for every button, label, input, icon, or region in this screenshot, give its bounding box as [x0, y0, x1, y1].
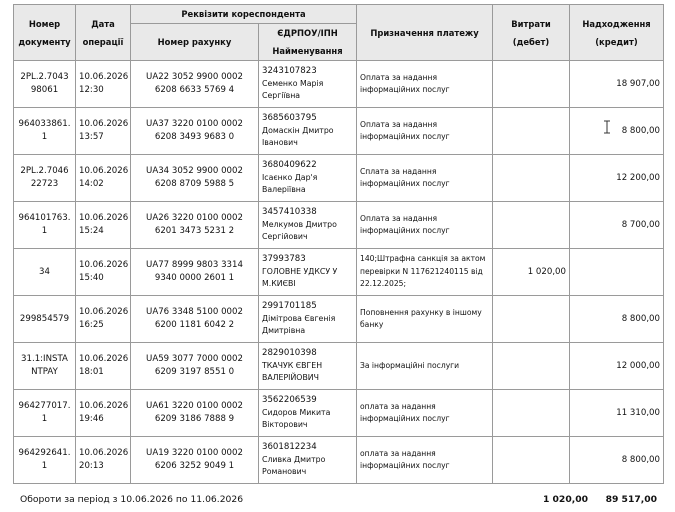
cell-credit: 8 800,00: [570, 108, 664, 155]
period-totals: [20, 494, 663, 508]
cell-debit: [493, 108, 570, 155]
cell-doc-no: 964101763. 1: [14, 202, 76, 249]
col-header-edrpou: ЄДРПОУ/ІПН: [277, 28, 338, 38]
cell-credit: 8 700,00: [570, 202, 664, 249]
statement-table: [13, 4, 664, 484]
cell-op-date: 10.06.2026 20:13: [76, 437, 131, 484]
cell-purpose: Оплата за надання інформаційних послуг: [357, 61, 493, 108]
table-body: [14, 61, 664, 484]
cell-edrpou-name: [259, 343, 357, 390]
cell-op-date: 10.06.2026 18:01: [76, 343, 131, 390]
col-header-doc-no: Номер документу: [14, 5, 76, 61]
cell-edrpou-name: [259, 437, 357, 484]
cell-account-no: UA59 3077 7000 0002 6209 3197 8551 0: [131, 343, 259, 390]
cell-account-no: UA76 3348 5100 0002 6200 1181 6042 2: [131, 296, 259, 343]
col-header-debit: Витрати (дебет): [493, 5, 570, 61]
cell-edrpou-name: [259, 61, 357, 108]
cell-debit: 1 020,00: [493, 249, 570, 296]
cell-name: Семенко Марія Сергіївна: [262, 78, 324, 101]
cell-name: Сливка Дмитро Романович: [262, 454, 326, 477]
totals-credit: 89 517,00: [605, 494, 657, 505]
cell-purpose: Оплата за надання інформаційних послуг: [357, 202, 493, 249]
table-row: [14, 437, 664, 484]
table-row: [14, 202, 664, 249]
cell-debit: [493, 343, 570, 390]
col-header-credit: Надходження (кредит): [570, 5, 664, 61]
cell-account-no: UA26 3220 0100 0002 6201 3473 5231 2: [131, 202, 259, 249]
cell-edrpou: 3680409622: [262, 160, 317, 171]
cell-debit: [493, 61, 570, 108]
cell-op-date: 10.06.2026 19:46: [76, 390, 131, 437]
cell-account-no: UA22 3052 9900 0002 6208 6633 5769 4: [131, 61, 259, 108]
cell-doc-no: 299854579: [14, 296, 76, 343]
cell-credit: 8 800,00: [570, 437, 664, 484]
cell-name: Мелкумов Дмитро Сергійович: [262, 219, 337, 242]
cell-purpose: 140;Штрафна санкція за актом перевірки N 117621240115 від 22.12.2025;: [357, 249, 493, 296]
table-header: [14, 5, 664, 61]
cell-account-no: UA34 3052 9900 0002 6208 8709 5988 5: [131, 155, 259, 202]
cell-doc-no: 964277017. 1: [14, 390, 76, 437]
table-row: [14, 61, 664, 108]
cell-credit: 18 907,00: [570, 61, 664, 108]
cell-edrpou: 3243107823: [262, 66, 317, 77]
cell-purpose: За інформаційні послуги: [357, 343, 493, 390]
cell-debit: [493, 437, 570, 484]
col-header-op-date: Дата операції: [76, 5, 131, 61]
cell-purpose: оплата за надання інформаційних послуг: [357, 390, 493, 437]
cell-name: Домаскін Дмитро Іванович: [262, 125, 334, 148]
cell-edrpou-name: [259, 390, 357, 437]
totals-debit: 1 020,00: [542, 494, 588, 505]
col-header-name: Найменування: [272, 46, 343, 56]
cell-edrpou-name: [259, 296, 357, 343]
cell-op-date: 10.06.2026 15:40: [76, 249, 131, 296]
cell-doc-no: 964033861. 1: [14, 108, 76, 155]
cell-purpose: оплата за надання інформаційних послуг: [357, 437, 493, 484]
table-row: [14, 155, 664, 202]
cell-edrpou-name: [259, 108, 357, 155]
cell-purpose: Поповнення рахунку в іншому банку: [357, 296, 493, 343]
col-header-corr-details: Реквізити кореспондента: [131, 5, 357, 24]
cell-op-date: 10.06.2026 13:57: [76, 108, 131, 155]
cell-account-no: UA19 3220 0100 0002 6206 3252 9049 1: [131, 437, 259, 484]
cell-debit: [493, 390, 570, 437]
cell-doc-no: 2PL.2.7046 22723: [14, 155, 76, 202]
cell-name: Сидоров Микита Вікторович: [262, 407, 331, 430]
table-row: [14, 390, 664, 437]
cell-purpose: Сплата за надання інформаційних послуг: [357, 155, 493, 202]
cell-doc-no: 34: [14, 249, 76, 296]
table-row: [14, 108, 664, 155]
text-cursor-icon: [603, 120, 611, 134]
col-header-edrpou-name: [259, 24, 357, 61]
cell-credit: 12 000,00: [570, 343, 664, 390]
table-row: [14, 249, 664, 296]
cell-name: Дімітрова Євгенія Дмитрівна: [262, 313, 336, 336]
cell-edrpou: 37993783: [262, 254, 306, 265]
cell-doc-no: 31.1:INSTA NTPAY: [14, 343, 76, 390]
cell-debit: [493, 296, 570, 343]
cell-op-date: 10.06.2026 12:30: [76, 61, 131, 108]
cell-credit: [570, 249, 664, 296]
cell-credit: 11 310,00: [570, 390, 664, 437]
cell-account-no: UA77 8999 9803 3314 9340 0000 2601 1: [131, 249, 259, 296]
cell-edrpou: 2829010398: [262, 348, 317, 359]
cell-doc-no: 2PL.2.7043 98061: [14, 61, 76, 108]
cell-edrpou: 3562206539: [262, 395, 317, 406]
cell-credit: 12 200,00: [570, 155, 664, 202]
col-header-account-no: Номер рахунку: [131, 24, 259, 61]
cell-edrpou: 3685603795: [262, 113, 317, 124]
cell-edrpou-name: [259, 202, 357, 249]
cell-op-date: 10.06.2026 14:02: [76, 155, 131, 202]
totals-label: Обороти за період з 10.06.2026 по 11.06.2026: [20, 494, 244, 505]
cell-name: ТКАЧУК ЄВГЕН ВАЛЕРІЙОВИЧ: [262, 360, 323, 383]
cell-account-no: UA37 3220 0100 0002 6208 3493 9683 0: [131, 108, 259, 155]
cell-op-date: 10.06.2026 15:24: [76, 202, 131, 249]
cell-name: ГОЛОВНЕ УДКСУ У М.КИЄВІ: [262, 266, 338, 289]
cell-edrpou-name: [259, 249, 357, 296]
table-row: [14, 343, 664, 390]
cell-edrpou: 3601812234: [262, 442, 317, 453]
cell-edrpou: 3457410338: [262, 207, 317, 218]
table-row: [14, 296, 664, 343]
col-header-purpose: Призначення платежу: [357, 5, 493, 61]
cell-debit: [493, 202, 570, 249]
cell-credit: 8 800,00: [570, 296, 664, 343]
cell-debit: [493, 155, 570, 202]
cell-op-date: 10.06.2026 16:25: [76, 296, 131, 343]
cell-edrpou: 2991701185: [262, 301, 317, 312]
cell-name: Ісаєнко Дар'я Валеріївна: [262, 172, 318, 195]
cell-edrpou-name: [259, 155, 357, 202]
cell-purpose: Оплата за надання інформаційних послуг: [357, 108, 493, 155]
cell-doc-no: 964292641. 1: [14, 437, 76, 484]
cell-account-no: UA61 3220 0100 0002 6209 3186 7888 9: [131, 390, 259, 437]
